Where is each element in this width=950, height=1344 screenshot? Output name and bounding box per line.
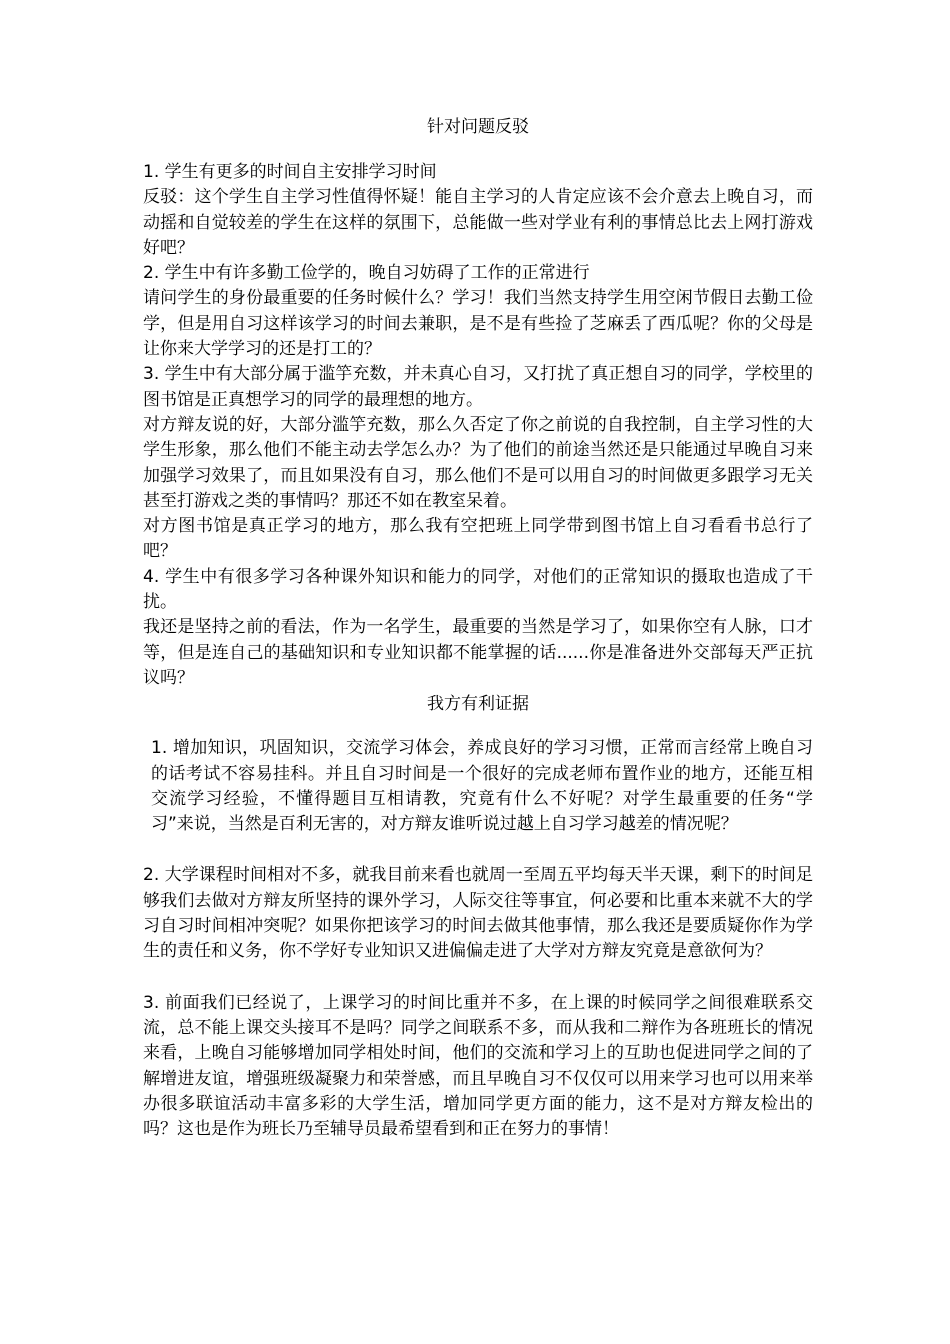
evidence-section <box>143 736 813 1142</box>
document-page <box>143 0 813 1142</box>
section-title-rebuttal: 针对问题反驳 <box>427 117 529 137</box>
evidence-item-3: 3. 前面我们已经说了，上课学习的时间比重并不多，在上课的时候同学之间很难联系交流，总不能上课交头接耳不是吗？同学之间联系不多，而从我和二辩作为各班班长的情况来看，上晚自习能够增加同学相处时间，他们的交流和学习上的互助也促进同学之间的了解增进友谊，增强班级凝聚力和荣誉感，而且早晚自习不仅仅可以用来学习也可以用来举办很多联谊活动丰富多彩的大学生活，增加同学更方面的能力，这不是对方辩友检出的吗？这也是作为班长乃至辅导员最希望看到和正在努力的事情！ <box>143 992 813 1140</box>
evidence-item-1: 1. 增加知识，巩固知识，交流学习体会，养成良好的学习习惯，正常而言经常上晚自习的话考试不容易挂科。并且自习时间是一个很好的完成老师布置作业的地方，还能互相交流学习经验，不懂得题目互相请教，究竟有什么不好呢？对学生最重要的任务“学习”来说，当然是百利无害的，对方辩友谁听说过越上自习学习越差的情况呢？ <box>151 738 813 835</box>
evidence-item-2: 2. 大学课程时间相对不多，就我目前来看也就周一至周五平均每天半天课，剩下的时间足够我们去做对方辩友所坚持的课外学习，人际交往等事宜，何必要和比重本来就不大的学习自习时间相冲突呢？如果你把该学习的时间去做其他事情，那么我还是要质疑你作为学生的责任和义务，你不学好专业知识又进偏偏走进了大学对方辩友究竟是意欲何为？ <box>143 865 813 962</box>
rebuttal-answer-4: 我还是坚持之前的看法，作为一名学生，最重要的当然是学习了，如果你空有人脉，口才等，但是连自己的基础知识和专业知识都不能掌握的话......你是准备进外交部每天严正抗议吗？ <box>143 617 813 688</box>
rebuttal-answer-3a: 对方辩友说的好，大部分滥竽充数，那么久否定了你之前说的自我控制，自主学习性的大学生形象，那么他们不能主动去学怎么办？为了他们的前途当然还是只能通过早晚自习来加强学习效果了，而且如果没有自习，那么他们不是可以用自习的时间做更多跟学习无关甚至打游戏之类的事情吗？那还不如在教室呆着。 <box>143 414 813 511</box>
rebuttal-point-3: 3. 学生中有大部分属于滥竽充数，并未真心自习，又打扰了真正想自习的同学，学校里的图书馆是正真想学习的同学的最理想的地方。 <box>143 364 813 410</box>
rebuttal-section <box>143 160 813 691</box>
rebuttal-point-4: 4. 学生中有很多学习各种课外知识和能力的同学，对他们的正常知识的摄取也造成了干扰。 <box>143 566 813 613</box>
rebuttal-answer-3b: 对方图书馆是真正学习的地方，那么我有空把班上同学带到图书馆上自习看看书总行了吧？ <box>143 516 813 562</box>
section-title-evidence: 我方有利证据 <box>427 694 529 715</box>
rebuttal-answer-1: 反驳：这个学生自主学习性值得怀疑！能自主学习的人肯定应该不会介意去上晚自习，而动摇和自觉较差的学生在这样的氛围下，总能做一些对学业有利的事情总比去上网打游戏好吧？ <box>143 187 813 258</box>
rebuttal-point-2: 2. 学生中有许多勤工俭学的，晚自习妨碍了工作的正常进行 <box>143 263 590 284</box>
rebuttal-point-1: 1. 学生有更多的时间自主安排学习时间 <box>143 162 437 182</box>
rebuttal-answer-2: 请问学生的身份最重要的任务时候什么？学习！我们当然支持学生用空闲节假日去勤工俭学，但是用自习这样该学习的时间去兼职，是不是有些捡了芝麻丢了西瓜呢？你的父母是让你来大学学习的还是打工的？ <box>143 288 813 360</box>
